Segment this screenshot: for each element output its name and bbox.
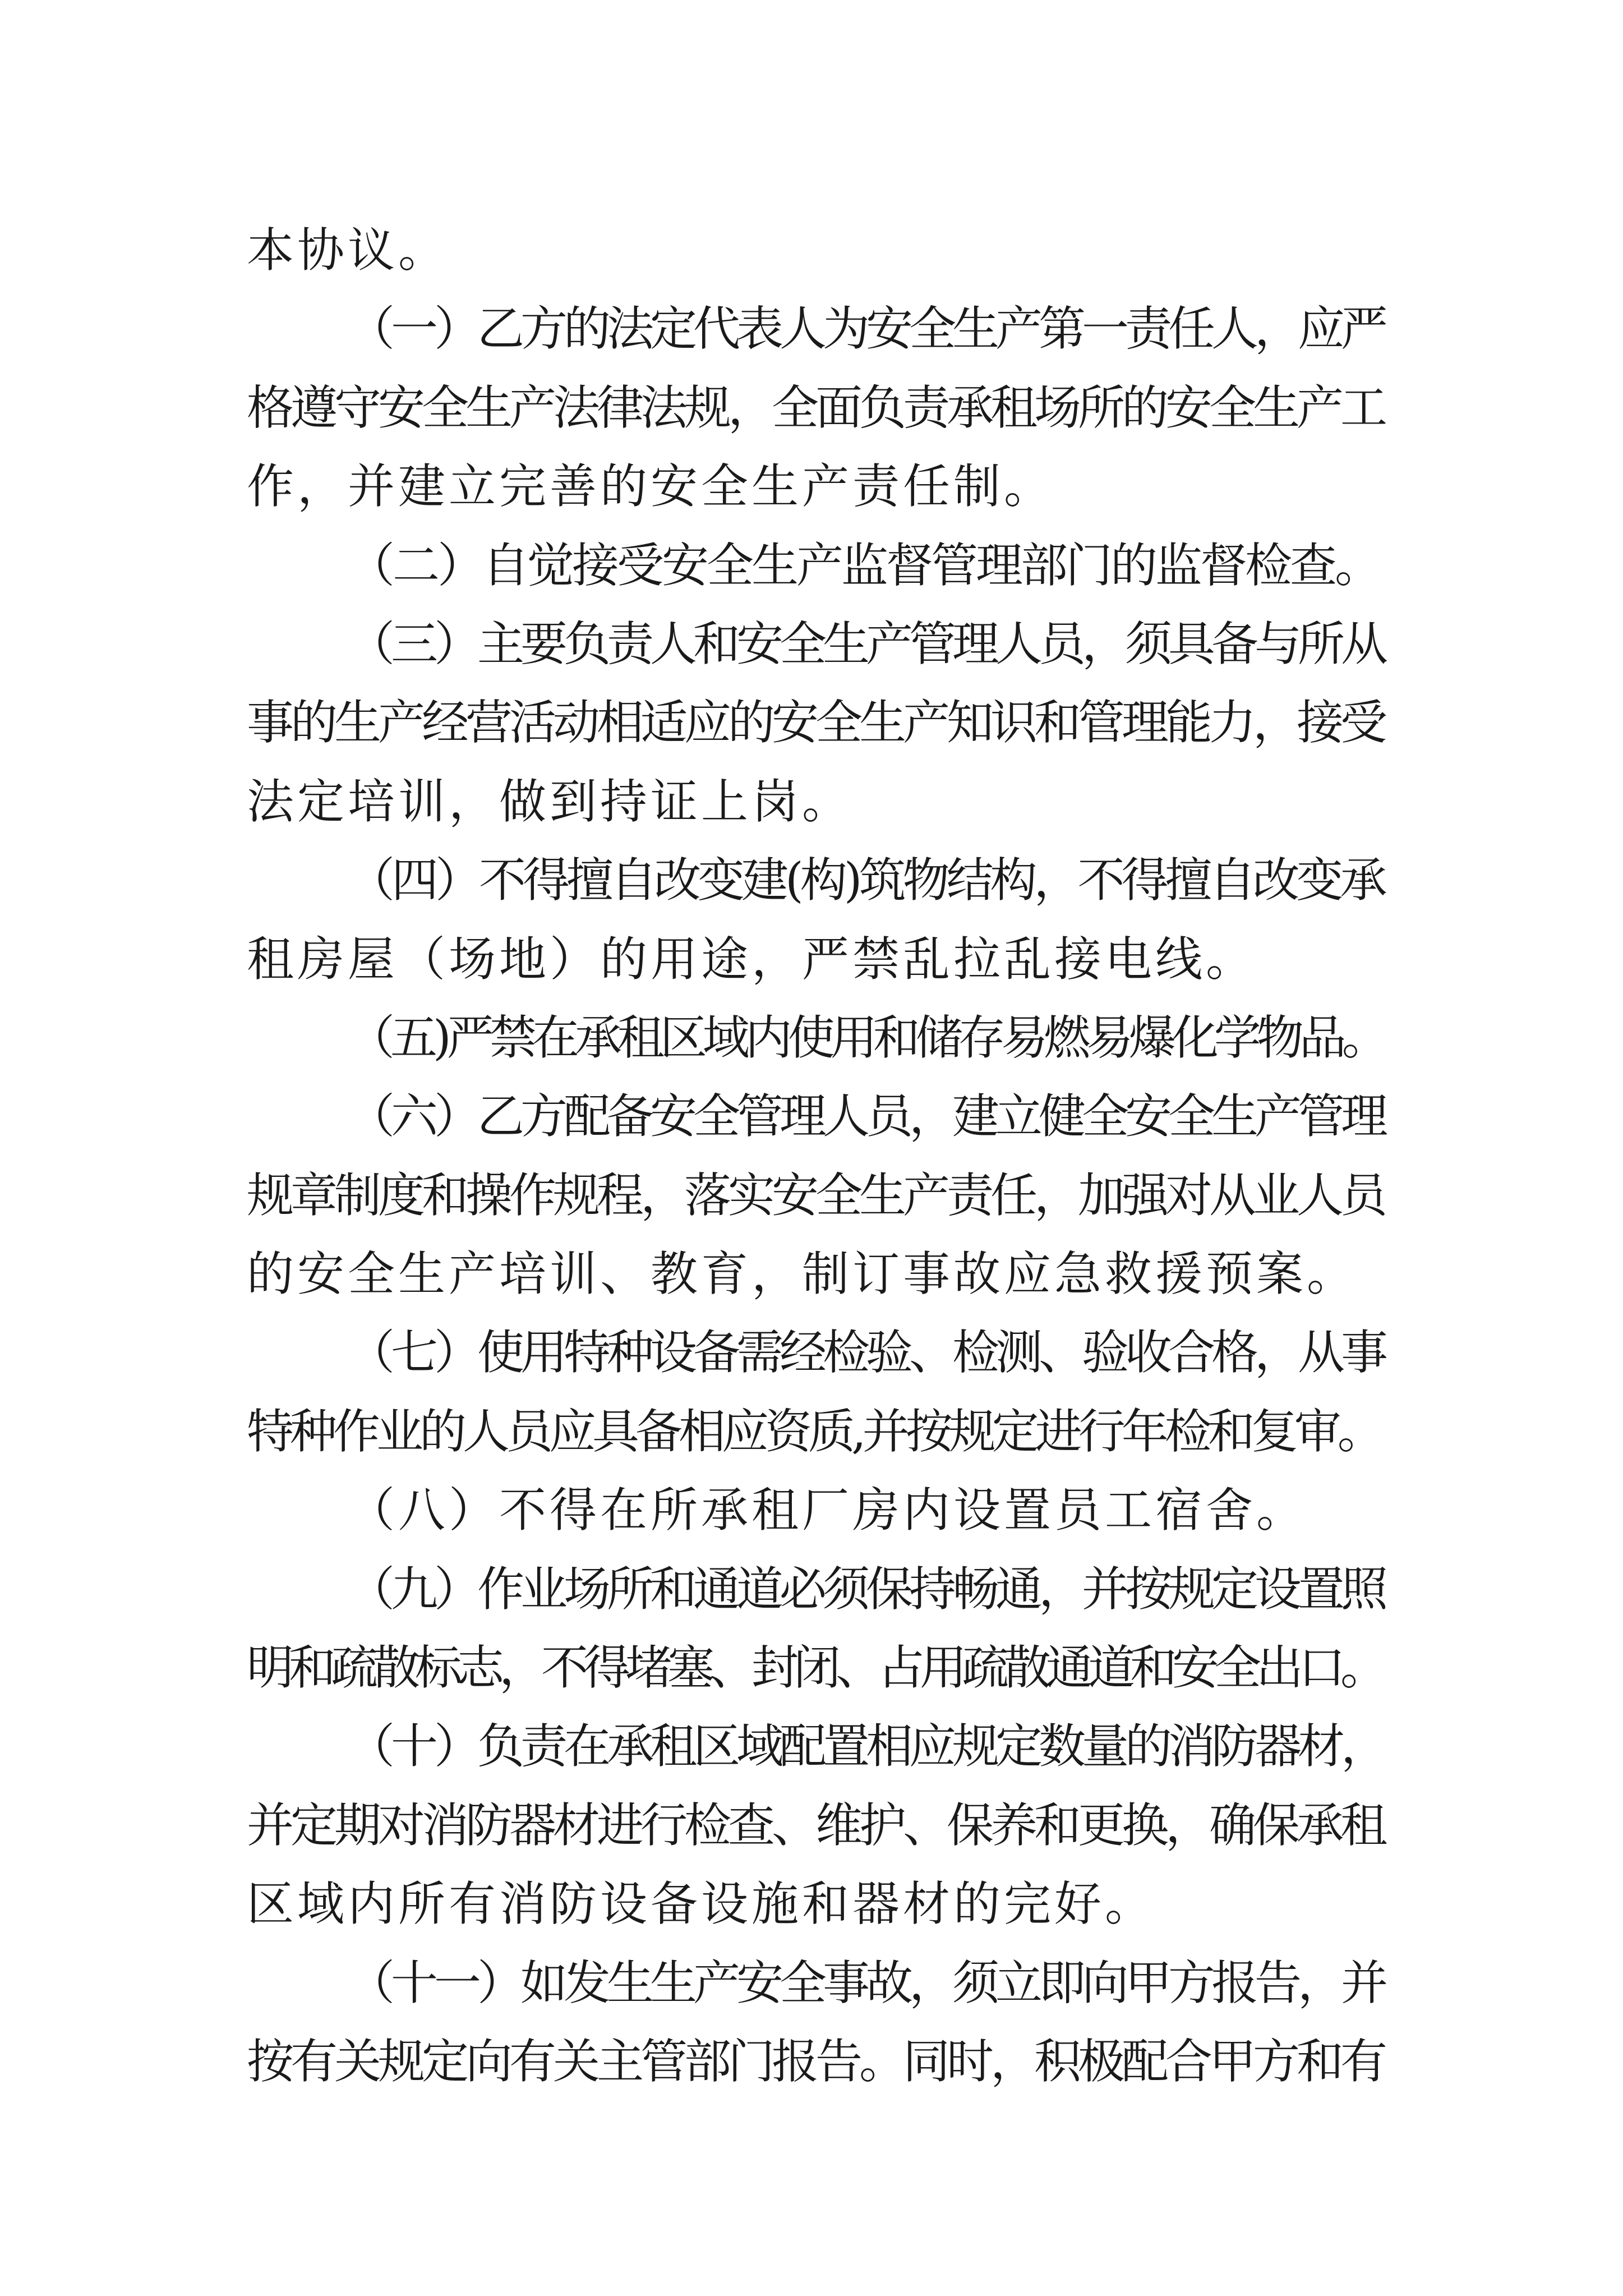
document-line: （九）作业场所和通道必须保持畅通，并按规定设置照	[348, 1561, 1385, 1617]
document-line: （五)严禁在承租区域内使用和储存易燃易爆化学物品。	[348, 1010, 1385, 1065]
document-line: 事的生产经营活动相适应的安全生产知识和管理能力，接受	[247, 695, 1385, 751]
document-line: 本协议。	[247, 223, 449, 278]
document-body	[247, 211, 1385, 2101]
document-line: （一）乙方的法定代表人为安全生产第一责任人，应严	[348, 301, 1385, 357]
document-line: 按有关规定向有关主管部门报告。同时，积极配合甲方和有	[247, 2033, 1385, 2089]
document-line: （八）不得在所承租厂房内设置员工宿舍。	[348, 1483, 1307, 1538]
document-line: 租房屋（场地）的用途，严禁乱拉乱接电线。	[247, 931, 1257, 987]
document-line: 的安全生产培训、教育，制订事故应急救援预案。	[247, 1246, 1358, 1302]
document-line: （四）不得擅自改变建(构)筑物结构，不得擅自改变承	[348, 853, 1384, 908]
document-line: （二）自觉接受安全生产监督管理部门的监督检查。	[348, 537, 1380, 593]
document-line: （三）主要负责人和安全生产管理人员，须具备与所从	[348, 616, 1385, 671]
document-line: 作，并建立完善的安全生产责任制。	[247, 459, 1055, 514]
document-line: 区域内所有消防设备设施和器材的完好。	[247, 1876, 1156, 1932]
document-line: （十）负责在承租区域配置相应规定数量的消防器材，	[348, 1719, 1385, 1774]
document-line: （六）乙方配备安全管理人员，建立健全安全生产管理	[348, 1089, 1385, 1144]
document-line: 法定培训，做到持证上岗。	[247, 774, 853, 829]
document-line: （七）使用特种设备需经检验、检测、验收合格，从事	[348, 1325, 1385, 1381]
document-line: 并定期对消防器材进行检查、维护、保养和更换，确保承租	[247, 1797, 1385, 1853]
document-line: 格遵守安全生产法律法规，全面负责承租场所的安全生产工	[247, 380, 1385, 435]
document-line: （十一）如发生生产安全事故，须立即向甲方报告，并	[348, 1955, 1385, 2010]
document-line: 明和疏散标志，不得堵塞、封闭、占用疏散通道和安全出口。	[247, 1640, 1383, 1696]
document-line: 规章制度和操作规程，落实安全生产责任，加强对从业人员	[247, 1167, 1385, 1223]
document-line: 特种作业的人员应具备相应资质,并按规定进行年检和复审。	[247, 1404, 1381, 1459]
